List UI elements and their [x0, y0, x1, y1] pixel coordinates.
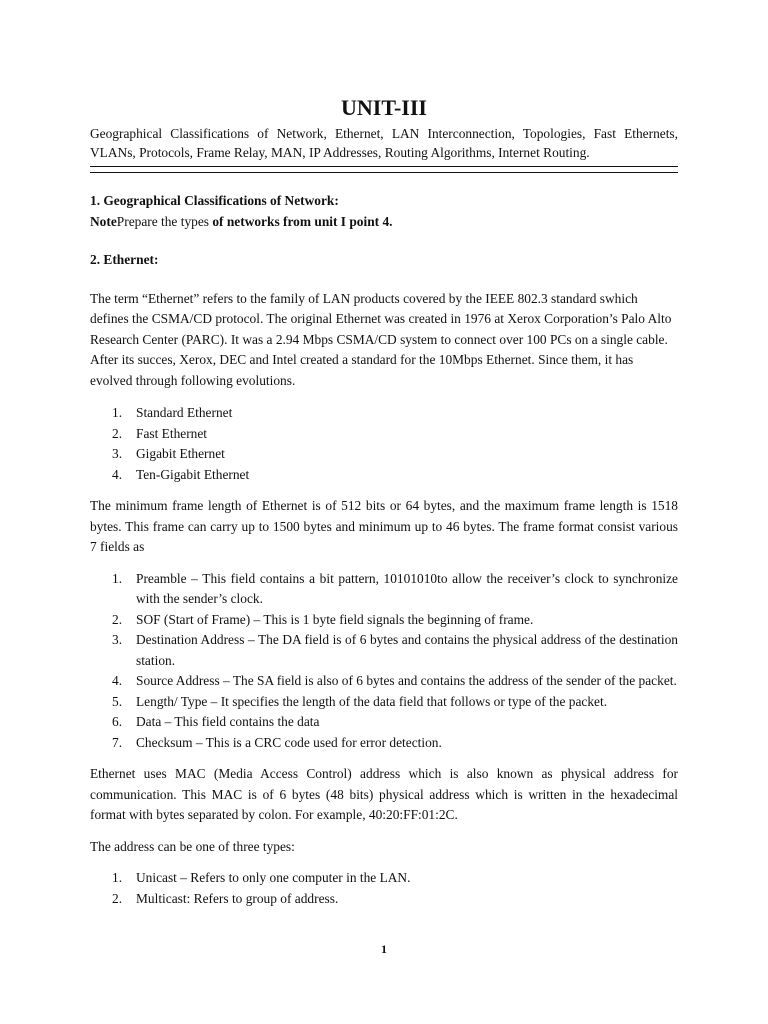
list-number: 1.: [112, 570, 123, 586]
list-text: Data – This field contains the data: [136, 714, 320, 729]
double-rule: [90, 166, 678, 173]
list-number: 2.: [112, 425, 123, 441]
address-intro: The address can be one of three types:: [90, 838, 295, 854]
address-types-list: [90, 868, 678, 909]
list-number: 5.: [112, 693, 123, 709]
note-text: Prepare the types: [116, 213, 213, 229]
list-text: Fast Ethernet: [136, 425, 208, 441]
note-line: [90, 212, 678, 233]
list-item: [90, 692, 678, 713]
list-text: Standard Ethernet: [136, 405, 233, 420]
frame-fields-list: [90, 569, 678, 754]
list-text: Length/ Type – It specifies the length of the data field that follows or type of the packet.: [136, 693, 608, 709]
mac-paragraph: Ethernet uses MAC (Media Access Control) address which is also known as physical address for communication. This MAC is of 6 bytes (48 bits) physical address which is written in the hexadecimal format with bytes separated by colon. For example, 40:20:FF:01:2C.: [90, 766, 678, 822]
section-geographical: [90, 191, 678, 232]
list-number: 7.: [112, 734, 123, 750]
list-item: [90, 403, 678, 424]
list-item: [90, 569, 678, 610]
list-number: 4.: [112, 673, 123, 688]
list-text: Multicast: Refers to group of address.: [136, 890, 339, 906]
list-number: 4.: [112, 466, 123, 482]
list-text: Unicast – Refers to only one computer in the LAN.: [136, 870, 411, 885]
list-number: 1.: [112, 870, 123, 885]
list-item: [90, 712, 678, 733]
note-bold-text: of networks from unit I point 4.: [212, 213, 393, 229]
list-item: [90, 610, 678, 631]
note-label: Note: [90, 213, 117, 229]
list-text: Destination Address – The DA field is of 6 bytes and contains the physical address of the destination station.: [136, 632, 678, 668]
list-item: [90, 868, 678, 889]
list-text: Source Address – The SA field is also of 6 bytes and contains the address of the sender of the packet.: [136, 673, 677, 688]
list-number: 3.: [112, 446, 123, 461]
list-text: Preamble – This field contains a bit pattern, 10101010to allow the receiver’s clock to synchronize with the sender’s clock.: [136, 570, 678, 606]
list-number: 3.: [112, 632, 123, 647]
unit-topics: Geographical Classifications of Network, Ethernet, LAN Interconnection, Topologies, Fast Ethernets, VLANs, Protocols, Frame Relay, MAN, IP Addresses, Routing Algorithms, Internet Routing.: [90, 126, 678, 160]
list-number: 2.: [112, 890, 123, 906]
list-text: Ten-Gigabit Ethernet: [136, 466, 250, 482]
list-item: [90, 630, 678, 671]
page-number: 1: [381, 942, 387, 956]
list-item: [90, 424, 678, 445]
list-number: 2.: [112, 611, 123, 627]
list-number: 6.: [112, 714, 123, 729]
list-text: SOF (Start of Frame) – This is 1 byte field signals the beginning of frame.: [136, 611, 534, 627]
list-text: Checksum – This is a CRC code used for error detection.: [136, 734, 442, 750]
list-item: [90, 889, 678, 910]
list-number: 1.: [112, 405, 123, 420]
ethernet-intro: The term “Ethernet” refers to the family of LAN products covered by the IEEE 802.3 standard swhich defines the CSMA/CD protocol. The original Ethernet was created in 1976 at Xerox Corporation’s Palo Alto Research Center (PARC). It was a 2.94 Mbps CSMA/CD system to connect over 100 PCs on a single cable. After its succes, Xerox, DEC and Intel created a standard for the 10Mbps Ethernet. Since them, it has evolved through following evolutions.: [90, 290, 672, 388]
evolutions-list: [90, 403, 678, 485]
frame-paragraph: The minimum frame length of Ethernet is of 512 bits or 64 bytes, and the maximum frame length is 1518 bytes. This frame can carry up to 1500 bytes and minimum up to 46 bytes. The frame format consist various 7 fields as: [90, 498, 678, 554]
section-heading: 2. Ethernet:: [90, 252, 159, 267]
unit-title: UNIT-III: [340, 95, 427, 120]
list-item: [90, 733, 678, 754]
list-item: [90, 444, 678, 465]
list-text: Gigabit Ethernet: [136, 446, 225, 461]
list-item: [90, 671, 678, 692]
section-heading: 1. Geographical Classifications of Network:: [90, 193, 339, 208]
section-ethernet: [90, 250, 678, 909]
list-item: [90, 465, 678, 486]
page-content: [90, 95, 678, 909]
